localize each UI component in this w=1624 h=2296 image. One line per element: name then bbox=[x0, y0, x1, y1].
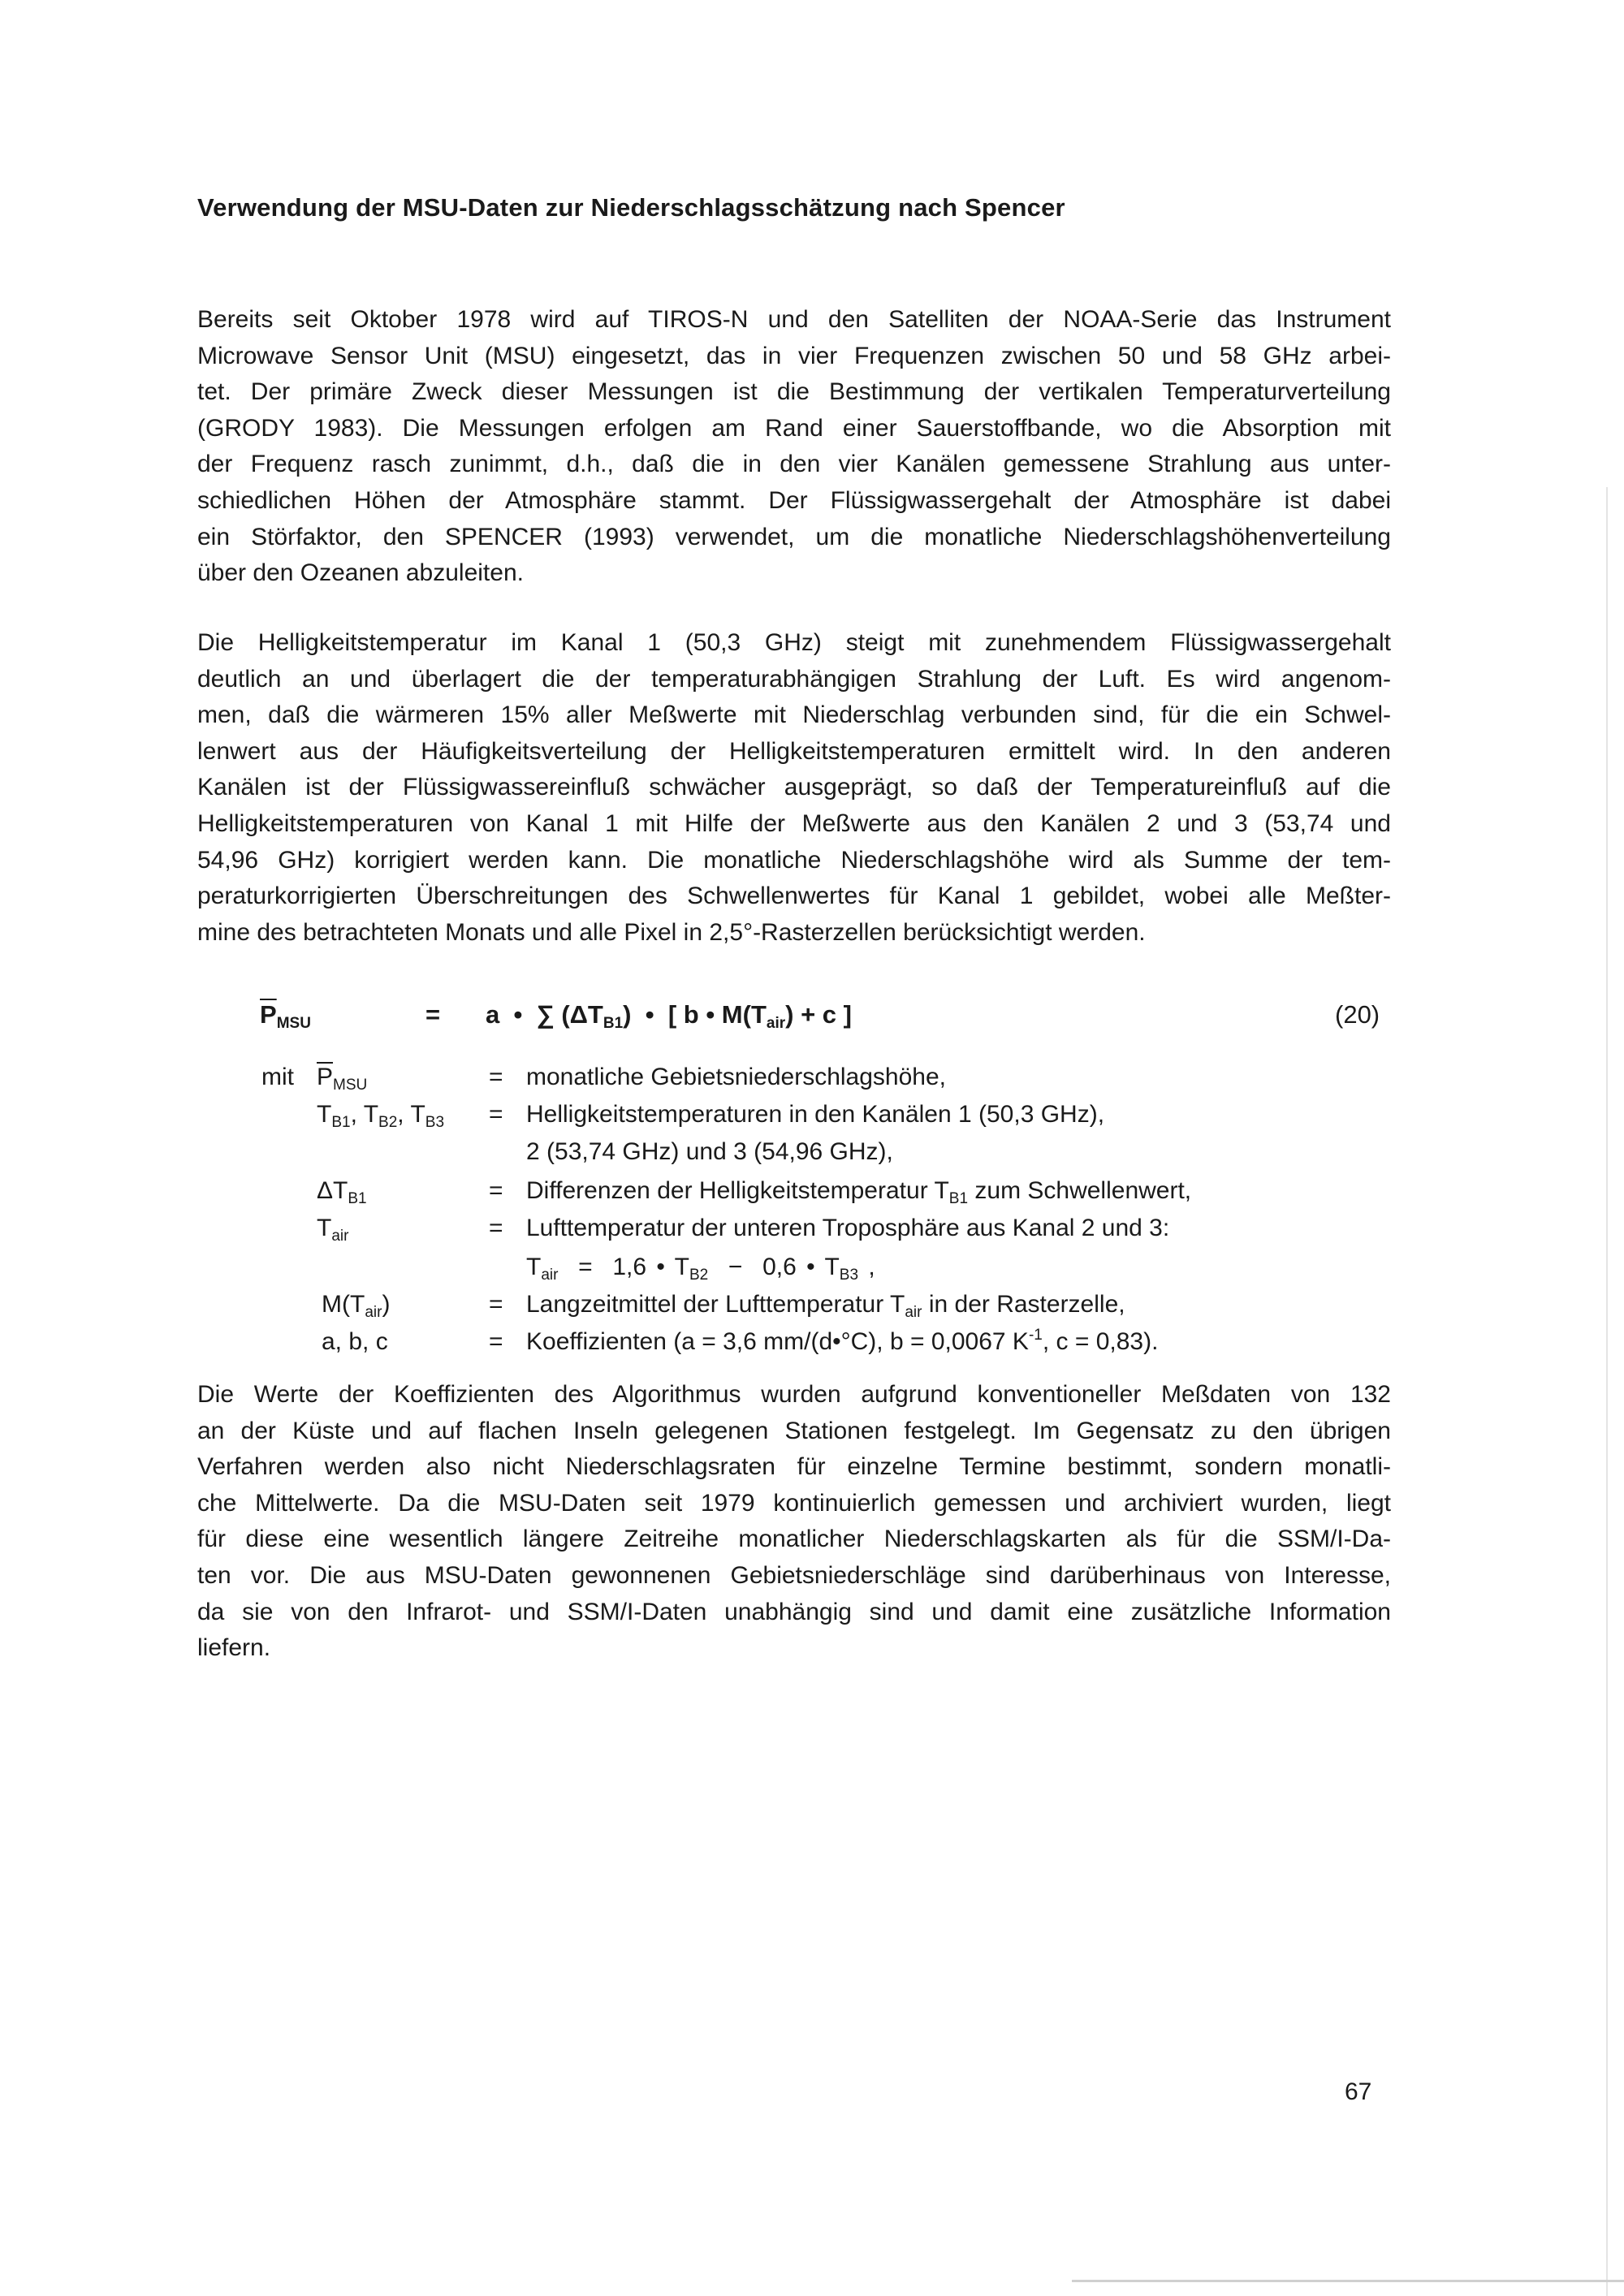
text-line: Verfahren werden also nicht Niederschlagsraten für einzelne Termine bestimmt, sondern monatli- bbox=[197, 1453, 1391, 1481]
dt-sub: B1 bbox=[348, 1190, 367, 1207]
def-p-symbol bbox=[317, 1064, 368, 1094]
text-line: deutlich an und überlagert die der temperaturabhängigen Strahlung der Luft. Es wird angenom- bbox=[197, 665, 1391, 693]
eq-p-sub: MSU bbox=[276, 1015, 311, 1032]
dt-text-post: zum Schwellenwert, bbox=[968, 1177, 1192, 1204]
text-line: che Mittelwerte. Da die MSU-Daten seit 1979 kontinuierlich gemessen und archiviert wurden, liegt bbox=[197, 1489, 1391, 1517]
equation-equals: = bbox=[425, 1000, 441, 1029]
def-equals: = bbox=[489, 1215, 503, 1241]
text-line: Bereits seit Oktober 1978 wird auf TIROS-N und den Satelliten der NOAA-Serie das Instrument bbox=[197, 306, 1391, 333]
t-sub: B2 bbox=[378, 1114, 398, 1131]
eq-sigma: ∑ bbox=[536, 1000, 555, 1029]
equation-rhs bbox=[486, 1000, 852, 1032]
text-line: Helligkeitstemperaturen von Kanal 1 mit Hilfe der Meßwerte aus den Kanälen 2 und 3 (53,74 und bbox=[197, 809, 1391, 837]
page-number: 67 bbox=[1345, 2078, 1372, 2105]
m-sub: air bbox=[365, 1304, 382, 1321]
text-line: (GRODY 1983). Die Messungen erfolgen am Rand einer Sauerstoffbande, wo die Absorption mit bbox=[197, 414, 1391, 442]
t-base: T bbox=[317, 1101, 332, 1128]
eq-delta-sub: B1 bbox=[603, 1015, 624, 1032]
dt-text: Differenzen der Helligkeitstemperatur T bbox=[526, 1177, 949, 1204]
eq-a: a bbox=[486, 1000, 500, 1029]
def-tair-text: Lufttemperatur der unteren Troposphäre aus Kanal 2 und 3: bbox=[526, 1215, 1170, 1241]
text-line: lenwert aus der Häufigkeitsverteilung der Helligkeitstemperaturen ermittelt wird. In den anderen bbox=[197, 737, 1391, 765]
eq-dot: • bbox=[645, 1000, 654, 1029]
scan-bottom-line bbox=[1072, 2280, 1624, 2282]
text-line: Microwave Sensor Unit (MSU) eingesetzt, das in vier Frequenzen zwischen 50 und 58 GHz arbei- bbox=[197, 342, 1391, 369]
def-p-sub: MSU bbox=[333, 1077, 368, 1094]
text-line: peraturkorrigierten Überschreitungen des Schwellenwertes für Kanal 1 gebildet, wobei alle Meßter- bbox=[197, 883, 1391, 910]
text-line: ten vor. Die aus MSU-Daten gewonnenen Gebietsniederschläge sind darüberhinaus von Interesse, bbox=[197, 1561, 1391, 1589]
tf-c1: 1,6 • T bbox=[612, 1254, 689, 1280]
m-text-sub: air bbox=[905, 1304, 922, 1321]
text-line: tet. Der primäre Zweck dieser Messungen ist die Bestimmung der vertikalen Temperaturverteilung bbox=[197, 378, 1391, 406]
t-sep: , bbox=[397, 1101, 404, 1128]
text-line: schiedlichen Höhen der Atmosphäre stammt. Der Flüssigwassergehalt der Atmosphäre ist dabei bbox=[197, 486, 1391, 514]
eq-m-sub: air bbox=[766, 1015, 786, 1032]
dt-text-sub: B1 bbox=[948, 1190, 969, 1207]
t-sub: B1 bbox=[331, 1114, 351, 1131]
text-line: da sie von den Infrarot- und SSM/I-Daten unabhängig sind und damit eine zusätzliche Information bbox=[197, 1598, 1391, 1625]
eq-dot: • bbox=[513, 1000, 523, 1029]
m-text: Langzeitmittel der Lufttemperatur T bbox=[526, 1291, 905, 1318]
def-equals: = bbox=[489, 1328, 503, 1355]
m-text-post: in der Rasterzelle, bbox=[922, 1291, 1125, 1318]
tf-eq: = bbox=[578, 1254, 593, 1280]
m-base: M(T bbox=[322, 1291, 365, 1318]
text-line: 54,96 GHz) korrigiert werden kann. Die monatliche Niederschlagshöhe wird als Summe der tem- bbox=[197, 846, 1391, 874]
text-line: über den Ozeanen abzuleiten. bbox=[197, 559, 524, 587]
t-base: T bbox=[410, 1101, 425, 1128]
def-tair-formula bbox=[526, 1254, 875, 1284]
abc-text: Koeffizienten (a = 3,6 mm/(d•°C), b = 0,0067 K bbox=[526, 1328, 1029, 1355]
text-line: an der Küste und auf flachen Inseln gelegenen Stationen festgelegt. Im Gegensatz zu den übrigen bbox=[197, 1417, 1391, 1444]
tf-t: T bbox=[526, 1254, 542, 1280]
text-line: Die Werte der Koeffizienten des Algorithmus wurden aufgrund konventioneller Meßdaten von 132 bbox=[197, 1381, 1391, 1408]
text-line: liefern. bbox=[197, 1634, 271, 1662]
def-dt-text bbox=[526, 1177, 1191, 1205]
def-tair-symbol bbox=[317, 1215, 349, 1245]
paragraph-2 bbox=[197, 625, 1391, 951]
def-equals: = bbox=[489, 1291, 503, 1318]
def-p-base: $\overline{P}$ bbox=[317, 1064, 334, 1090]
text-line: mine des betrachteten Monats und alle Pixel in 2,5°-Rasterzellen berücksichtigt werden. bbox=[197, 918, 1146, 946]
m-close: ) bbox=[382, 1291, 391, 1318]
dt-base: ΔT bbox=[317, 1177, 348, 1204]
paragraph-3 bbox=[197, 1377, 1391, 1667]
t-sub: B3 bbox=[425, 1114, 445, 1131]
def-p-text: monatliche Gebietsniederschlagshöhe, bbox=[526, 1064, 946, 1090]
equation-number: (20) bbox=[1335, 1000, 1380, 1029]
text-line: men, daß die wärmeren 15% aller Meßwerte mit Niederschlag verbunden sind, für die ein Schwel- bbox=[197, 701, 1391, 729]
section-title: Verwendung der MSU-Daten zur Niederschlagsschätzung nach Spencer bbox=[197, 193, 1065, 222]
abc-text-post: , c = 0,83). bbox=[1042, 1328, 1159, 1355]
t-sep: , bbox=[350, 1101, 357, 1128]
tf-minus: − bbox=[728, 1254, 743, 1280]
eq-m: M(T bbox=[721, 1000, 767, 1029]
eq-delta: (ΔT bbox=[561, 1000, 603, 1029]
equation-lhs bbox=[260, 1000, 311, 1032]
text-line: der Frequenz rasch zunimmt, d.h., daß die in den vier Kanälen gemessene Strahlung aus unter- bbox=[197, 451, 1391, 478]
def-t-text-1: Helligkeitstemperaturen in den Kanälen 1 (50,3 GHz), bbox=[526, 1101, 1105, 1128]
scan-edge-line bbox=[1606, 487, 1608, 2296]
tair-sub: air bbox=[331, 1228, 349, 1245]
def-m-text bbox=[526, 1291, 1125, 1321]
text-line: Kanälen ist der Flüssigwassereinfluß schwächer ausgeprägt, so daß der Temperatureinfluß auf die bbox=[197, 774, 1391, 801]
def-equals: = bbox=[489, 1177, 503, 1204]
abc-sup: -1 bbox=[1028, 1327, 1043, 1344]
def-abc-symbol: a, b, c bbox=[322, 1328, 388, 1355]
eq-dot: • bbox=[706, 1000, 715, 1029]
eq-delta-close: ) bbox=[623, 1000, 632, 1029]
eq-bracket: [ b bbox=[667, 1000, 699, 1029]
def-equals: = bbox=[489, 1064, 503, 1090]
tf-end: , bbox=[868, 1254, 875, 1280]
tf-c2: 0,6 • T bbox=[762, 1254, 840, 1280]
def-t-text-2: 2 (53,74 GHz) und 3 (54,96 GHz), bbox=[526, 1138, 893, 1165]
paragraph-1 bbox=[197, 302, 1391, 592]
def-t-symbols bbox=[317, 1101, 444, 1129]
text-line: Die Helligkeitstemperatur im Kanal 1 (50,3 GHz) steigt mit zunehmendem Flüssigwassergehalt bbox=[197, 629, 1391, 656]
def-mit: mit bbox=[261, 1064, 294, 1090]
def-dt-symbol bbox=[317, 1177, 367, 1205]
text-line: für diese eine wesentlich längere Zeitreihe monatlicher Niederschlagskarten als für die SSM/I-Da- bbox=[197, 1526, 1391, 1553]
tf-c1-sub: B2 bbox=[689, 1267, 709, 1284]
def-equals: = bbox=[489, 1101, 503, 1128]
def-abc-text bbox=[526, 1328, 1158, 1356]
text-line: ein Störfaktor, den SPENCER (1993) verwendet, um die monatliche Niederschlagshöhenverteilung bbox=[197, 523, 1391, 550]
def-m-symbol bbox=[322, 1291, 391, 1321]
eq-m-close: ) + c ] bbox=[785, 1000, 852, 1029]
tf-c2-sub: B3 bbox=[839, 1267, 859, 1284]
eq-p-symbol: $\overline{P}$ bbox=[260, 1000, 277, 1029]
tf-t-sub: air bbox=[541, 1267, 559, 1284]
tair-base: T bbox=[317, 1215, 332, 1241]
t-base: T bbox=[363, 1101, 379, 1128]
